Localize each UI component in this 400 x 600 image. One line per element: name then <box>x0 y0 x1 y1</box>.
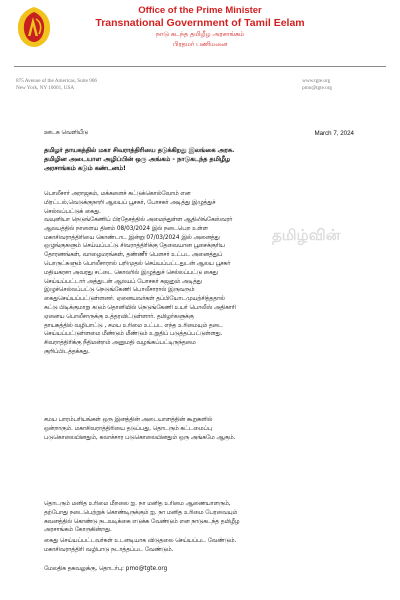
text-line: தோரணங்கள், வாழைமரங்கள், தண்ணீர் பௌசர் உட்பட அனைத்துப் <box>44 252 223 259</box>
paragraph-subheading <box>44 190 354 216</box>
headline-line: அரசாங்கம் கடும் கண்டனம்! <box>44 164 126 172</box>
address-line: New York, NY 10001, USA <box>16 85 75 91</box>
paragraph-un-appeal <box>44 500 354 535</box>
text-line: படுகொலையினதும், கலாச்சார படுகொலையினதும் ஒரு அங்கமே ஆகும். <box>44 434 236 441</box>
headline-line: தமிழின அடையாள அழிப்பின் ஒரு அங்கம் - நாடுகடந்த தமிழீழ <box>44 155 230 163</box>
paragraph-contact <box>44 565 354 574</box>
text-line: மிரட்டல்,வெடுக்குநாறி ஆலயப் பூசகர், போசகர் அடித்து இழுத்துச் <box>44 199 216 206</box>
text-line: பொருட்களும் பொலீசாரால் பறிமுதல் செய்யப்பட்டதுடன் ஆலய பூசகர் <box>44 260 231 267</box>
office-title-tamil: பிரதமர் பணிமனை <box>172 41 228 48</box>
email-link[interactable]: pmo@tgte.org <box>302 85 332 91</box>
office-title: Office of the Prime Minister <box>138 5 262 16</box>
paragraph-identity <box>44 416 354 442</box>
website-link[interactable]: www.tgte.org <box>302 78 331 84</box>
text-line: கைது செய்யப்பட்டவர்கள் உடனடியாக விடுதலை செய்யப்பட வேண்டும். <box>44 538 237 544</box>
text-line: சமய பாரம்பரியங்கள் ஒரு இனத்தின் அடையாளத்தின் கூறுகளில் <box>44 417 213 423</box>
text-line: செய்யப்பட்டார் அத்துடன் ஆலயப் போசகர் சுஜனும் அடித்து <box>44 278 202 285</box>
postal-address <box>16 78 97 92</box>
text-line: தற்போது நடைபெற்றுக் கொண்டிருக்கும் ஐ. நா மனித உரிமை பேரவையும் <box>44 509 238 516</box>
address-line: 875 Avenue of the Americas, Suite 906 <box>16 78 98 84</box>
text-line: அரசாங்கம் கோருகின்றது. <box>44 527 112 534</box>
text-line: குறிப்பிடத்தக்கது. <box>44 348 90 355</box>
headline <box>44 147 344 173</box>
text-line: மேலதிக தகவலுக்கு, தொடர்பு: pmo@tgte.org <box>44 566 168 572</box>
contact-info <box>302 78 332 92</box>
paragraph-demands <box>44 537 354 555</box>
text-line: தாயகத்தில் வழிபாட்டு , சமய உரிமை உட்பட எந்த உரிமையும் தடை <box>44 322 223 329</box>
text-line: ஒன்றாகும். மகாசிவராத்திரியை தடுப்பது, தொடரும் கட்டமைப்பு <box>44 425 212 432</box>
text-line: செய்யப்பட்டுள்ளமை மீண்டும் மீண்டும் உறுதிப் படுத்தப்பட்டுள்ளது. <box>44 331 223 338</box>
text-line: ஒழுங்குகளும் செய்யப்பட்டு சிவராத்திரிக்கு தேவையான பூசைக்குரிய <box>44 243 225 250</box>
text-line: மகாசிவராத்திரி வழிபாடு நடாத்தப்பட வேண்டும். <box>44 546 174 553</box>
text-line: கைதுசெய்யப்பட்டுள்ளனர். ஏனையவர்கள் தப்பியோடமுயற்சித்ததால் <box>44 296 225 303</box>
letterhead <box>0 4 400 49</box>
text-line: சிவராத்திரிக்கு நீதிமன்றம் அனுமதி வழங்கப்பட்டிருந்தமை <box>44 340 196 347</box>
text-line: மகாசிவராத்திரியை கொண்டாட இன்று 07/03/2024 இல் அனைத்து <box>44 234 220 241</box>
headline-line: தமிழர் தாயகத்தில் மகா சிவராத்திரியை தடுக்கிறது இலங்கை அரசு. <box>44 147 235 154</box>
text-line: வவுனியா நெடுங்கேணிப் பிரதேசத்தில் அமைந்துள்ள ஆதிலிங்கேஸ்வரர் <box>44 217 233 223</box>
government-title-tamil: நாடு கடந்த தமிழீழ அரசாங்கம் <box>155 31 245 38</box>
text-line: கவனத்தில் கொண்டு நடவடிக்கை எடுக்க வேண்டும் என நாடுகடந்த தமிழீழ <box>44 518 240 525</box>
watermark: தமிழ்வின் <box>272 226 341 244</box>
text-line: பொலீசார் அராஜகம், மக்களைச் சுட்டுக்கொல்வோம் என <box>44 191 191 197</box>
media-release-label: ஊடக வெளியீடு <box>44 130 89 136</box>
text-line: செல்லப்பட்டுக் கைது. <box>44 208 101 215</box>
text-line: சுட்டு பிடிக்குமாறு கடும் தொனியில் நெடுங்கேணி உயர் பொலீஸ் அதிகாரி <box>44 304 236 311</box>
text-line: ஏனைய பொலீசாருக்கு உத்தரவிட்டுள்ளார். தமிழர்களுக்கு <box>44 313 194 320</box>
text-line: மதியகரசா அவரது சட்டை கொலரில் இழுத்துச் செல்லப்பட்டு கைது <box>44 269 218 276</box>
text-line: ஆலயத்தில் நாளைய தினம் 08/03/2024 இல் நடைபெற உள்ள <box>44 225 208 232</box>
text-line: இழுச்செல்லப்பட்டு நெடுங்கேணி பொலீசாரால் இருவரும் <box>44 287 195 294</box>
government-title: Transnational Government of Tamil Eelam <box>95 17 305 29</box>
text-line: தொடரும் மனித உரிமை மீறலை ஐ. நா மனித உரிமை ஆணையாளரும், <box>44 501 231 507</box>
release-date: March 7, 2024 <box>314 130 354 137</box>
header-divider <box>14 66 386 67</box>
